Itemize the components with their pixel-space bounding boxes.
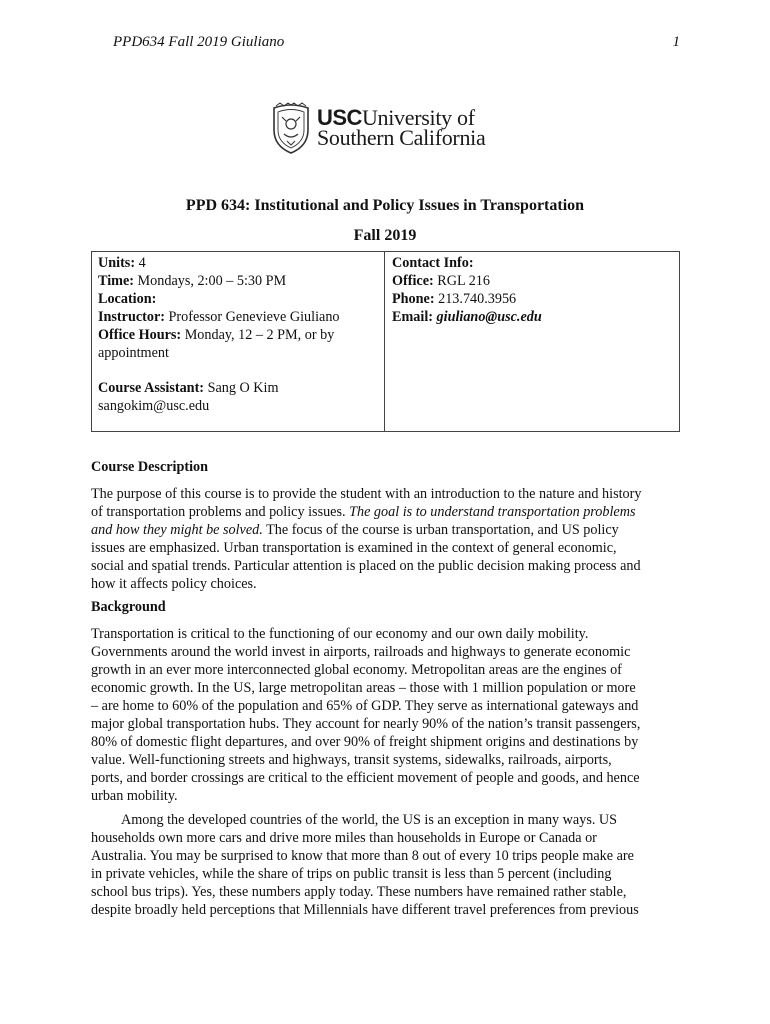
text-line: The purpose of this course is to provide the student with an introduction to the nature and history	[91, 486, 642, 502]
office-hours-row	[98, 326, 378, 344]
office-hours-value: Monday, 12 – 2 PM, or by	[181, 327, 335, 343]
phone-row	[392, 290, 673, 308]
office-row	[392, 272, 673, 290]
email-label: Email:	[392, 309, 433, 325]
instructor-email[interactable]: giuliano@usc.edu	[432, 309, 542, 325]
usc-logo	[270, 102, 485, 154]
location-label: Location:	[98, 291, 157, 307]
location-row	[98, 290, 378, 308]
text-line: Transportation is critical to the functioning of our economy and our own daily mobility.	[91, 626, 589, 642]
instructor-row	[98, 308, 378, 326]
units-value: 4	[135, 255, 146, 271]
time-value: Mondays, 2:00 – 5:30 PM	[134, 273, 287, 289]
course-info-right-cell	[385, 252, 679, 431]
running-head: PPD634 Fall 2019 Giuliano	[113, 34, 285, 50]
office-hours-row-cont: appointment	[98, 345, 169, 361]
background-heading: Background	[91, 599, 166, 615]
text-line: Among the developed countries of the world, the US is an exception in many ways. US	[121, 812, 618, 828]
office-hours-label: Office Hours:	[98, 327, 182, 343]
page-number: 1	[672, 34, 680, 50]
course-description-heading: Course Description	[91, 459, 209, 475]
usc-abbrev: USC	[317, 105, 362, 130]
text-line: and how they might be solved. The focus of the course is urban transportation, and US policy	[91, 522, 619, 538]
text-line: growth in an ever more interconnected global economy. Metropolitan areas are the engines of	[91, 662, 622, 678]
text-line: 80% of domestic flight departures, and over 90% of freight shipment origins and destinations by	[91, 734, 639, 750]
goal-emphasis: and how they might be solved.	[91, 522, 263, 538]
course-info-left-cell	[92, 252, 385, 431]
assistant-email[interactable]: sangokim@usc.edu	[98, 398, 210, 414]
text-line: despite broadly held perceptions that Millennials have different travel preferences from previous	[91, 902, 639, 918]
text-line: Australia. You may be surprised to know that more than 8 out of every 10 trips people make are	[91, 848, 634, 864]
office-value: RGL 216	[433, 273, 490, 289]
text-line: of transportation problems and policy issues. The goal is to understand transportation problems	[91, 504, 636, 520]
units-row	[98, 254, 378, 272]
time-row	[98, 272, 378, 290]
background-paragraph-1	[91, 625, 681, 805]
text-line: economic growth. In the US, large metropolitan areas – those with 1 million population or more	[91, 680, 636, 696]
usc-seal-icon	[270, 102, 312, 154]
contact-info-label: Contact Info:	[392, 255, 474, 271]
text-line: school bus trips). Yes, these numbers apply today. These numbers have remained rather stable,	[91, 884, 627, 900]
text-line: value. Well-functioning streets and highways, transit systems, sidewalks, railroads, airports,	[91, 752, 612, 768]
text-line: – are home to 60% of the population and 65% of GDP. They serve as international gateways and	[91, 698, 639, 714]
phone-value: 213.740.3956	[434, 291, 517, 307]
text-line: households own more cars and drive more miles than households in Europe or Canada or	[91, 830, 597, 846]
course-info-table	[91, 251, 680, 432]
email-row	[392, 308, 673, 326]
text-line: major global transportation hubs. They account for nearly 90% of the nation’s transit passengers,	[91, 716, 641, 732]
time-label: Time:	[98, 273, 134, 289]
text-line: issues are emphasized. Urban transportation is examined in the context of general economic,	[91, 540, 617, 556]
course-description-paragraph	[91, 485, 681, 593]
text-line: in private vehicles, while the share of trips on public transit is less than 5 percent (including	[91, 866, 612, 882]
text-line: social and spatial trends. Particular attention is placed on the public decision making process and	[91, 558, 641, 574]
units-label: Units:	[98, 255, 136, 271]
assistant-value: Sang O Kim	[204, 380, 279, 396]
phone-label: Phone:	[392, 291, 435, 307]
background-paragraph-2	[91, 811, 681, 919]
instructor-value: Professor Genevieve Giuliano	[164, 309, 340, 325]
goal-emphasis: The goal is to understand transportation problems	[349, 504, 636, 520]
wordmark-line1: University of	[361, 105, 475, 130]
assistant-label: Course Assistant:	[98, 380, 205, 396]
text-line: Governments around the world invest in airports, railroads and highways to generate economic	[91, 644, 631, 660]
text-line: ports, and border crossings are critical to the efficient movement of people and goods, and hence	[91, 770, 640, 786]
assistant-row	[98, 379, 378, 397]
office-label: Office:	[392, 273, 434, 289]
wordmark-line2: Southern California	[317, 125, 486, 150]
course-title: PPD 634: Institutional and Policy Issues in Transportation	[185, 197, 585, 214]
instructor-label: Instructor:	[98, 309, 165, 325]
course-term: Fall 2019	[353, 227, 417, 244]
usc-wordmark	[317, 105, 486, 150]
text-line: how it affects policy choices.	[91, 576, 257, 592]
text-line: urban mobility.	[91, 788, 178, 804]
